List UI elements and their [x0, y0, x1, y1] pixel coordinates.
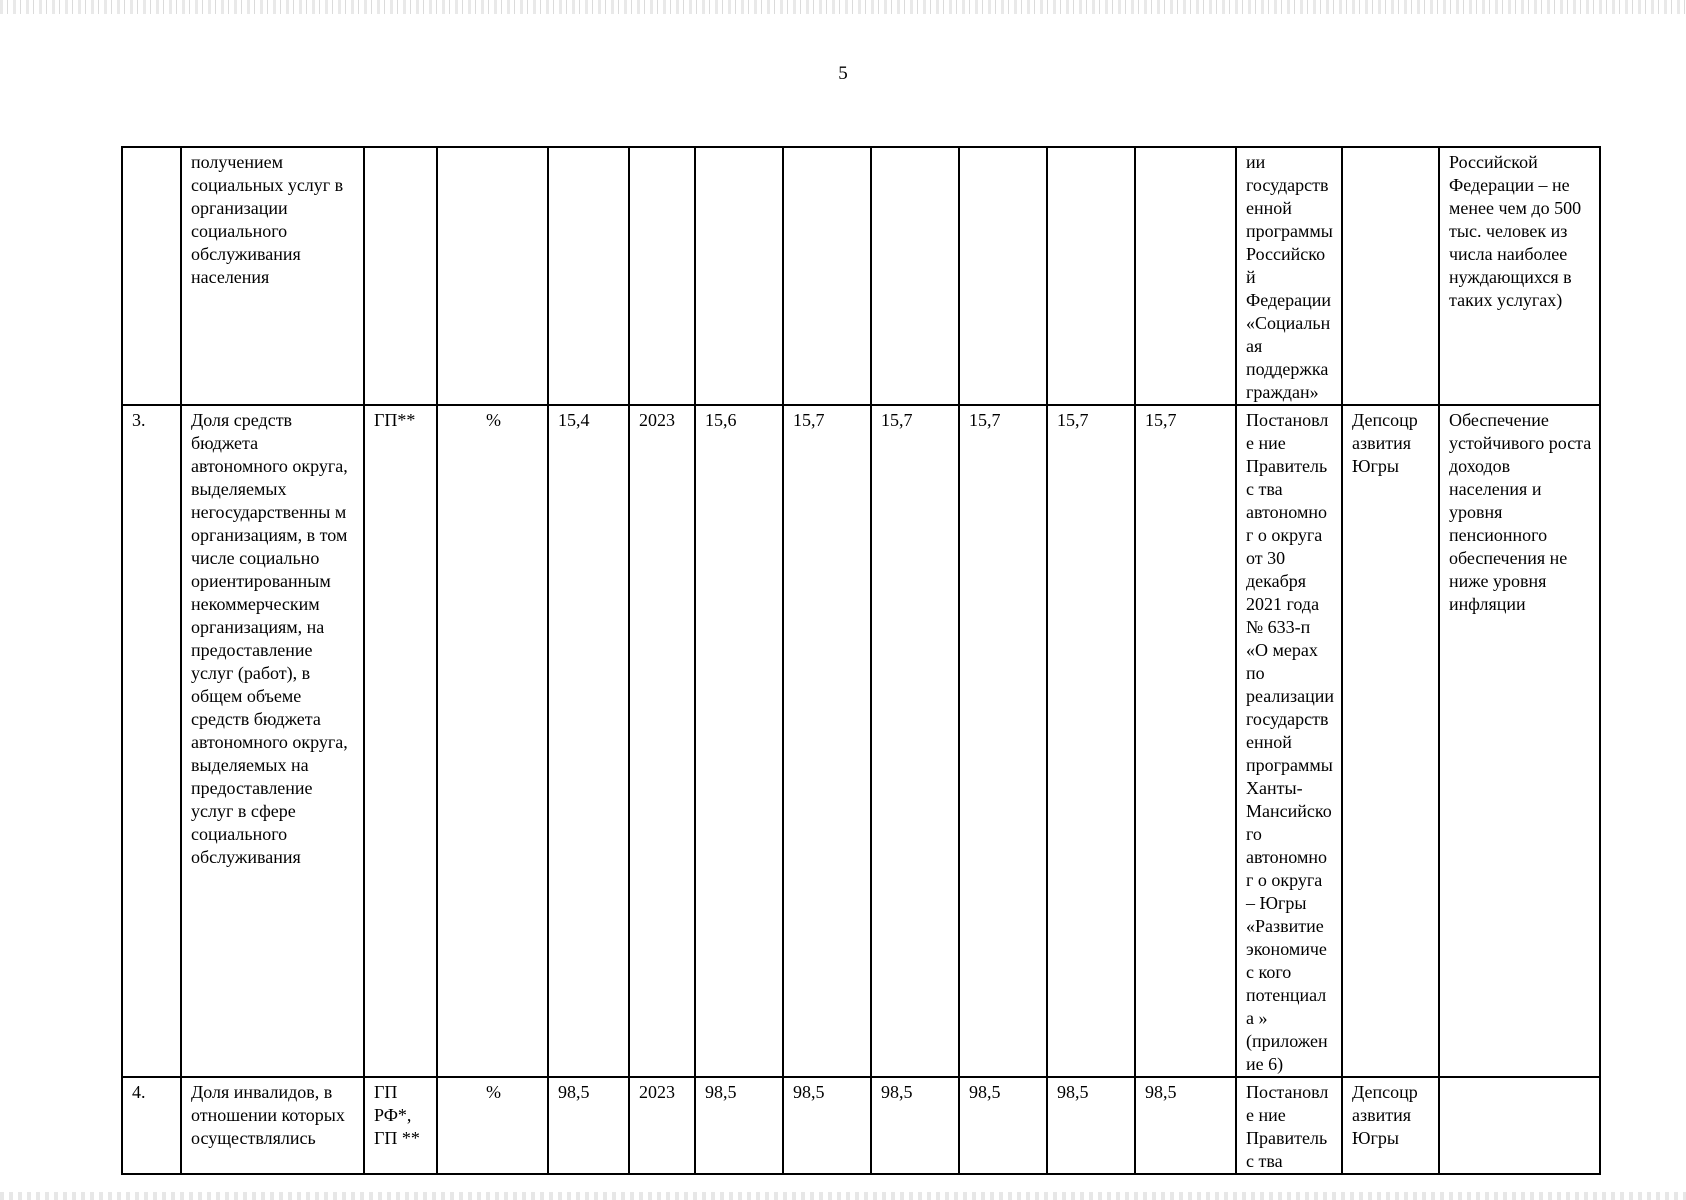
cell-value-5: 98,5	[1047, 1077, 1135, 1174]
cell-value-3: 15,7	[871, 405, 959, 1077]
table-row	[122, 1077, 1600, 1174]
page-number: 5	[838, 63, 848, 84]
scan-edge-bottom	[0, 1192, 1686, 1200]
cell-value-2	[783, 147, 871, 405]
cell-number: 4.	[122, 1077, 181, 1174]
cell-indicator-name: Доля средств бюджета автономного округа, выделяемых негосударственны м организациям, в том числе социально ориентированным некоммерческим организациям, на предоставление услуг (работ), в общем объеме средств бюджета автономного округа, выделяемых на предоставление услуг в сфере социального обслуживания	[181, 405, 364, 1077]
cell-responsible: Депсоцр азвития Югры	[1342, 1077, 1439, 1174]
cell-responsible	[1342, 147, 1439, 405]
cell-indicator-name: Доля инвалидов, в отношении которых осуществлялись	[181, 1077, 364, 1174]
cell-level: ГП РФ*, ГП **	[364, 1077, 437, 1174]
cell-value-2: 98,5	[783, 1077, 871, 1174]
cell-value-6: 98,5	[1135, 1077, 1236, 1174]
indicators-table	[121, 146, 1601, 1175]
cell-value-6: 15,7	[1135, 405, 1236, 1077]
cell-value-2: 15,7	[783, 405, 871, 1077]
cell-value-5: 15,7	[1047, 405, 1135, 1077]
cell-document: ии государств енной программы Российской Федерации «Социальн ая поддержка граждан»	[1236, 147, 1342, 405]
cell-base-year: 2023	[629, 1077, 695, 1174]
cell-value-5	[1047, 147, 1135, 405]
cell-base-value	[548, 147, 629, 405]
cell-unit: %	[437, 405, 548, 1077]
table-row	[122, 405, 1600, 1077]
cell-value-6	[1135, 147, 1236, 405]
cell-number	[122, 147, 181, 405]
cell-indicator-name: получением социальных услуг в организации социального обслуживания населения	[181, 147, 364, 405]
cell-value-4: 15,7	[959, 405, 1047, 1077]
cell-number: 3.	[122, 405, 181, 1077]
cell-value-1	[695, 147, 783, 405]
cell-link: Российской Федерации – не менее чем до 500 тыс. человек из числа наиболее нуждающихся в таких услугах)	[1439, 147, 1600, 405]
cell-unit	[437, 147, 548, 405]
cell-document: Постановле ние Правительс тва	[1236, 1077, 1342, 1174]
cell-responsible: Депсоцр азвития Югры	[1342, 405, 1439, 1077]
cell-link	[1439, 1077, 1600, 1174]
cell-level	[364, 147, 437, 405]
cell-base-value: 98,5	[548, 1077, 629, 1174]
cell-document: Постановле ние Правительс тва автономног о округа от 30 декабря 2021 года № 633-п «О мерах по реализации государств енной программы Ханты- Мансийско го автономног о округа – Югры «Развитие экономичес кого потенциала » (приложен ие 6)	[1236, 405, 1342, 1077]
cell-value-1: 15,6	[695, 405, 783, 1077]
cell-value-3	[871, 147, 959, 405]
cell-link: Обеспечение устойчивого роста доходов населения и уровня пенсионного обеспечения не ниже уровня инфляции	[1439, 405, 1600, 1077]
cell-level: ГП**	[364, 405, 437, 1077]
cell-value-3: 98,5	[871, 1077, 959, 1174]
table-row	[122, 147, 1600, 405]
scan-edge-top	[0, 0, 1686, 14]
cell-base-value: 15,4	[548, 405, 629, 1077]
cell-base-year	[629, 147, 695, 405]
cell-unit: %	[437, 1077, 548, 1174]
cell-value-4: 98,5	[959, 1077, 1047, 1174]
cell-base-year: 2023	[629, 405, 695, 1077]
cell-value-1: 98,5	[695, 1077, 783, 1174]
cell-value-4	[959, 147, 1047, 405]
